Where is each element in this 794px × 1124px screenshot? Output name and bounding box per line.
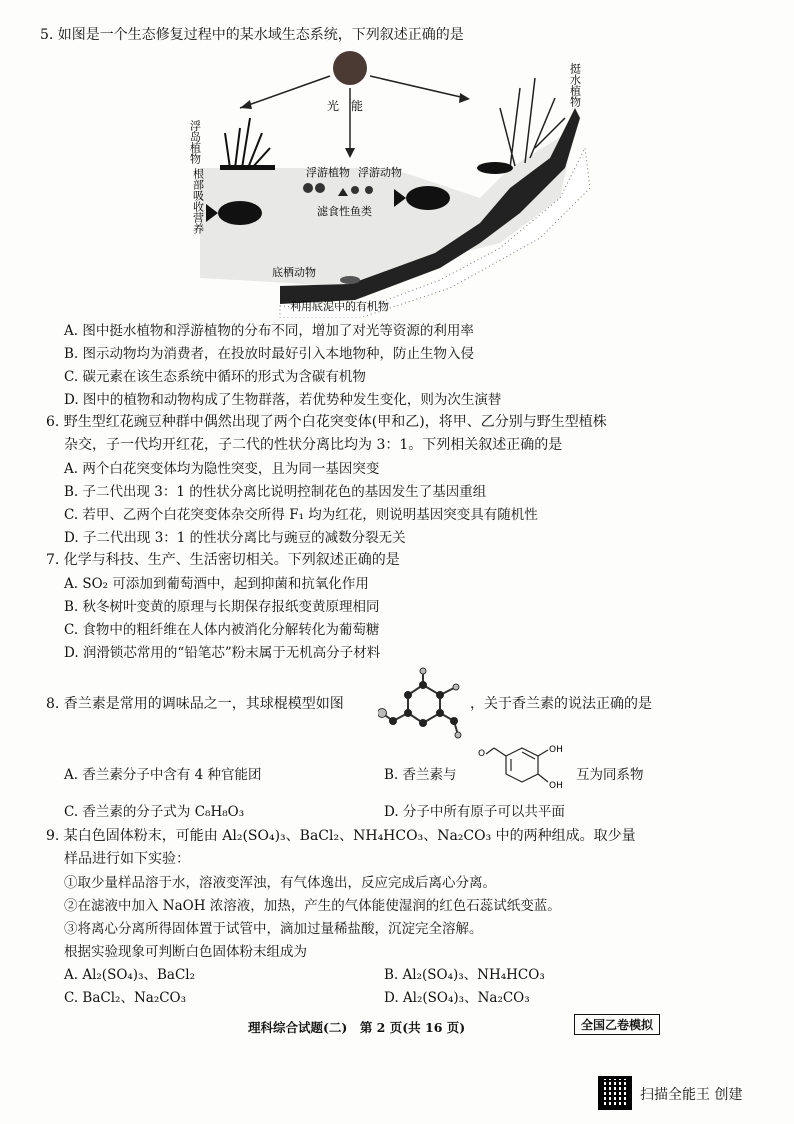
q9-step-2: ②在滤液中加入 NaOH 浓溶液，加热，产生的气体能使湿润的红色石蕊试纸变蓝。	[64, 898, 561, 914]
q5-option-b: B. 图示动物均为消费者，在投放时最好引入本地物种，防止生物入侵	[64, 346, 475, 362]
q5-option-d: D. 图中的植物和动物构成了生物群落，若优势种发生变化，则为次生演替	[64, 392, 502, 408]
q9-option-d: D. Al₂(SO₄)₃、Na₂CO₃	[384, 990, 530, 1006]
q8-stem-end: ，关于香兰素的说法正确的是	[470, 696, 652, 712]
q9-option-a: A. Al₂(SO₄)₃、BaCl₂	[64, 967, 196, 983]
q8-stem-start: 8. 香兰素是常用的调味品之一，其球棍模型如图	[46, 696, 344, 712]
q7-option-b: B. 秋冬树叶变黄的原理与长期保存报纸变黄原理相同	[64, 599, 380, 615]
oh-label-1: OH	[549, 745, 563, 755]
plankton-plants-label: 浮游植物	[306, 166, 350, 179]
plankton-animals-label: 浮游动物	[358, 166, 402, 179]
light-label: 光 能	[327, 99, 364, 113]
q8-option-d: D. 分子中所有原子可以共平面	[384, 804, 565, 820]
q7-option-a: A. SO₂ 可添加到葡萄酒中，起到抑菌和抗氧化作用	[64, 576, 369, 592]
q7-stem: 7. 化学与科技、生产、生活密切相关。下列叙述正确的是	[46, 552, 400, 568]
q5-option-c: C. 碳元素在该生态系统中循环的形式为含碳有机物	[64, 369, 366, 385]
q5-stem: 5. 如图是一个生态修复过程中的某水域生态系统，下列叙述正确的是	[40, 27, 464, 43]
q9-stem-line1: 9. 某白色固体粉末，可能由 Al₂(SO₄)₃、BaCl₂、NH₄HCO₃、Na₂CO₃ 中的两种组成。取少量	[46, 828, 636, 844]
emergent-plants-label: 挺水植物	[568, 63, 582, 107]
q6-option-a: A. 两个白花突变体均为隐性突变，且为同一基因突变	[64, 461, 380, 477]
qr-code-icon	[598, 1076, 632, 1110]
q8-option-b-end: 互为同系物	[576, 767, 644, 783]
benthic-animals-label: 底栖动物	[272, 266, 316, 279]
q9-option-c: C. BaCl₂、Na₂CO₃	[64, 990, 187, 1006]
q8-option-b-start: B. 香兰素与	[384, 767, 457, 783]
q7-option-c: C. 食物中的粗纤维在人体内被消化分解转化为葡萄糖	[64, 622, 380, 638]
q9-conclusion: 根据实验现象可判断白色固体粉末组成为	[64, 944, 307, 960]
q9-step-3: ③将离心分离所得固体置于试管中，滴加过量稀盐酸，沉淀完全溶解。	[64, 921, 483, 937]
q9-option-b: B. Al₂(SO₄)₃、NH₄HCO₃	[384, 967, 545, 983]
q9-stem-line2: 样品进行如下实验：	[64, 851, 190, 867]
exam-type-stamp: 全国乙卷模拟	[574, 1014, 660, 1035]
q9-step-1: ①取少量样品溶于水，溶液变浑浊，有气体逸出，反应完成后离心分离。	[64, 875, 496, 891]
q8-option-a: A. 香兰素分子中含有 4 种官能团	[64, 767, 262, 783]
q6-stem-line2: 杂交，子一代均开红花，子二代的性状分离比均为 3：1。下列相关叙述正确的是	[64, 437, 563, 453]
oh-label-2: OH	[549, 781, 563, 791]
sun-icon	[333, 51, 367, 85]
root-absorb-label: 根部吸收营养	[191, 168, 205, 234]
scanner-watermark: 扫描全能王 创建	[640, 1087, 743, 1103]
q8-option-c: C. 香兰素的分子式为 C₈H₈O₃	[64, 804, 245, 820]
sediment-label: 利用底泥中的有机物	[290, 300, 389, 313]
aldehyde-o-label: O	[478, 749, 486, 759]
q5-option-a: A. 图中挺水植物和浮游植物的分布不同，增加了对光等资源的利用率	[64, 323, 474, 339]
filter-fish-label: 滤食性鱼类	[317, 205, 372, 218]
ecosystem-figure	[180, 48, 600, 318]
compound-structure	[464, 742, 574, 800]
vanillin-ball-stick-model	[378, 665, 470, 743]
q6-stem-line1: 6. 野生型红花豌豆种群中偶然出现了两个白花突变体(甲和乙)，将甲、乙分别与野生型植株	[46, 414, 607, 430]
q6-option-b: B. 子二代出现 3：1 的性状分离比说明控制花色的基因发生了基因重组	[64, 484, 487, 500]
floating-island-label: 浮岛植物	[188, 120, 202, 164]
page-footer: 理科综合试题(二) 第 2 页(共 16 页)	[248, 1020, 466, 1035]
q6-option-d: D. 子二代出现 3：1 的性状分离比与豌豆的减数分裂无关	[64, 530, 406, 546]
q6-option-c: C. 若甲、乙两个白花突变体杂交所得 F₁ 均为红花，则说明基因突变具有随机性	[64, 507, 538, 523]
q7-option-d: D. 润滑锁芯常用的“铅笔芯”粉末属于无机高分子材料	[64, 645, 381, 661]
